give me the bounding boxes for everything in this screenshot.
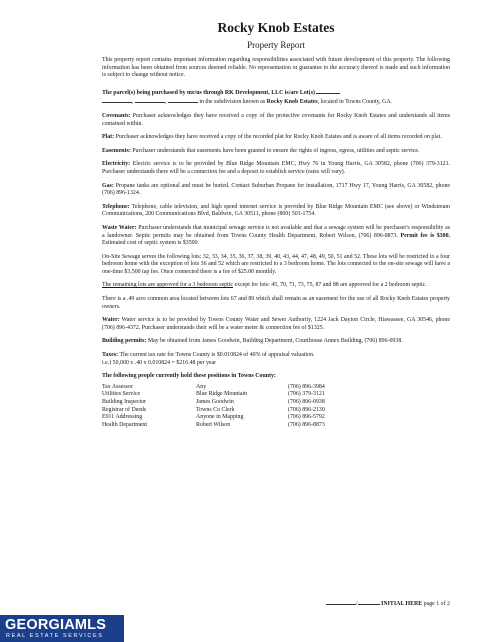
lot-blank-3[interactable] [135,97,165,103]
covenants-text: Purchaser acknowledges they have received a copy of the protective covenants for Rocky Knob Estates and understands all items contained within. [102,112,450,127]
contact-phone: (706) 379-3121 [288,391,325,398]
logo-wordmark: GEORGIAMLS [5,617,107,633]
georgia-mls-logo [0,615,124,642]
covenants-paragraph [102,113,450,128]
parcel-subdivision: Rocky Knob Estates [266,99,318,106]
permit-fee: Permit fee is $300. [400,232,450,239]
plat-paragraph [102,134,450,142]
contact-name: Any [196,383,207,390]
parcel-text-1: The parcel(s) being purchased by me/us through [102,89,225,96]
onsite-sewage-paragraph: On-Site Sewage serves the following lots: 32, 33, 34, 35, 36, 37, 38, 39, 40, 43, 44, 47, 48, 49, 50, 51 and 52. These lots will be restricted to a four bedroom home with the exception of lots 36 and 52 which are restricted to a 3 bedroom home. The lots connected to the on-site sewage will have a one-time $3,500 tap fee. Once connected there is a fee of $25.00 monthly. [102,253,450,275]
contact-name: Robert Wilson [196,421,231,428]
plat-label: Plat: [102,134,115,141]
waste-water-paragraph [102,225,450,248]
contact-position: Building Inspector [102,399,147,405]
remaining-lots-paragraph [102,282,450,290]
covenants-label: Covenants: [102,112,131,119]
contact-position: E911 Addressing [102,414,143,421]
electricity-text: Electric service is to be provided by Blue Ridge Mountain EMC, Hwy 76 in Young Harris, GA 30582, phone (706) 379-3121. Purchaser understands there will be a connection fee and a deposit to establish service (rates will vary). [102,161,450,175]
contact-name: Blue Ridge Mountain [196,391,248,398]
building-permits-text: May be obtained from James Goodwin, Building Department, Courthouse Annex Building, (706) 896-0938. [146,338,403,345]
contact-position: Health Department [102,421,147,428]
taxes-example: i.e.) 50,000 x .40 x 0.010824 = $216.48 per year [102,359,217,366]
telephone-paragraph [102,204,450,219]
intro-paragraph: This property report contains important information regarding responsibilities associated with future development of this property. The following information has been obtained from sources deemed reliable. No representation or guarantee to the accuracy thereof is made and such information is subject to change without notice. [102,57,450,79]
telephone-text: Telephone, cable television, and high speed internet service is provided by Blue Ridge Mountain EMC (see above) or Windstream Communications, 200 Communications Blvd, Baldwin, GA 30511, phone (800) 501-1754. [102,203,450,218]
positions-heading [102,373,450,381]
building-permits-label: Building permits: [102,338,147,345]
taxes-label: Taxes: [102,352,119,359]
water-text: Water service is to be provided by Towns County Water and Sewer Authority, 1224 Jack Dayton Circle, Hiawassee, GA 30546, phone (706) 896-4372. Purchaser understands their will be a water meter & connection fee of $1325. [102,317,450,331]
contact-phone: (706) 896-0938 [288,399,325,405]
building-permits-paragraph [102,338,450,346]
contact-position: Registrar of Deeds [102,406,147,413]
gas-paragraph [102,183,450,198]
waste-water-label: Waste Water: [102,224,137,231]
page-number: page 1 of 2 [422,601,450,607]
electricity-label: Electricity: [102,161,131,168]
document-title: Rocky Knob Estates [217,20,335,35]
taxes-paragraph [102,352,450,367]
remaining-lots-underlined: The remaining lots are approved for a 3 bedroom septic [102,282,234,289]
waste-water-text-1: Purchaser understands that municipal sewage service is not available and that a sewage system will be purchaser's responsibility as a landowner. Septic permits may be obtained from Towns County Health Department, Robert Wilson, (706) 896-8873. [102,224,450,239]
contact-phone: (706) 896-3984 [288,383,325,390]
electricity-paragraph [102,161,450,176]
easements-paragraph [102,148,450,156]
lot-blank-4[interactable] [168,97,198,103]
gas-text: Propane tanks are optional and must be buried. Contact Suburban Propane for installation, 1717 Hwy 17, Young Harris, GA 30582, phone (706) 896-1324. [102,182,450,197]
parcel-developer: RK Development, LLC [224,89,284,96]
initial-blank-1[interactable] [326,599,356,605]
parcel-comma-1: , [132,99,135,106]
gas-label: Gas: [102,182,114,189]
logo-tagline: REAL ESTATE SERVICES [6,633,104,639]
easements-label: Easements: [102,147,131,154]
easements-text: Purchaser understands that easements have been granted to ensure the rights of ingress, egress, utilities and septic service. [130,147,420,154]
parcel-text-3: in the subdivision known as [197,99,267,106]
contact-name: James Goodwin [196,399,234,405]
parcel-text-4: , located in Towns County, GA. [317,99,393,106]
water-paragraph [102,317,450,332]
parcel-comma-2: , [164,99,168,106]
initial-here-label: INITIAL HERE [381,601,423,607]
taxes-text: The current tax rate for Towns County is $0.010824 of 40% of appraisal valuation. [118,352,315,359]
contact-name: Anyone in Mapping [196,414,244,421]
parcel-text-2: is/are Lot(s) [283,89,315,96]
document-subtitle: Property Report [247,40,305,50]
contacts-table [102,384,450,430]
contact-phone: (706) 896-2130 [288,406,325,413]
water-label: Water: [102,317,120,324]
telephone-label: Telephone: [102,203,130,210]
contact-position: Utilities Service [102,391,141,398]
parcel-paragraph [102,88,450,107]
positions-heading-text: The following people currently hold these positions in Towns County: [102,373,276,380]
initial-separator: / [355,601,358,607]
common-area-paragraph: There is a .49 acre common area located between lots 67 and 89 which shall remain as an easement for the use of all Rocky Knob Estates property owners. [102,296,450,310]
remaining-lots-text: except for lots: 45, 70, 71, 73, 75, 87 and 88 are approved for a 2 bedroom septic. [233,282,427,289]
lot-blank-2[interactable] [102,97,132,103]
waste-water-text-2: Estimated cost of septic system is $3500. [102,240,200,247]
contact-position: Tax Assessor [102,383,133,390]
contact-name: Towns Co Clerk [196,406,235,413]
lot-blank-1[interactable] [316,88,340,94]
contact-phone: (706) 896-8873 [288,421,325,428]
plat-text: Purchaser acknowledges they have received a copy of the recorded plat for Rocky Knob Estates and is aware of all items recorded on plat. [114,134,442,141]
contact-phone: (706) 896-5792 [288,414,325,421]
initial-blank-2[interactable] [355,599,380,607]
page-footer [102,599,450,609]
